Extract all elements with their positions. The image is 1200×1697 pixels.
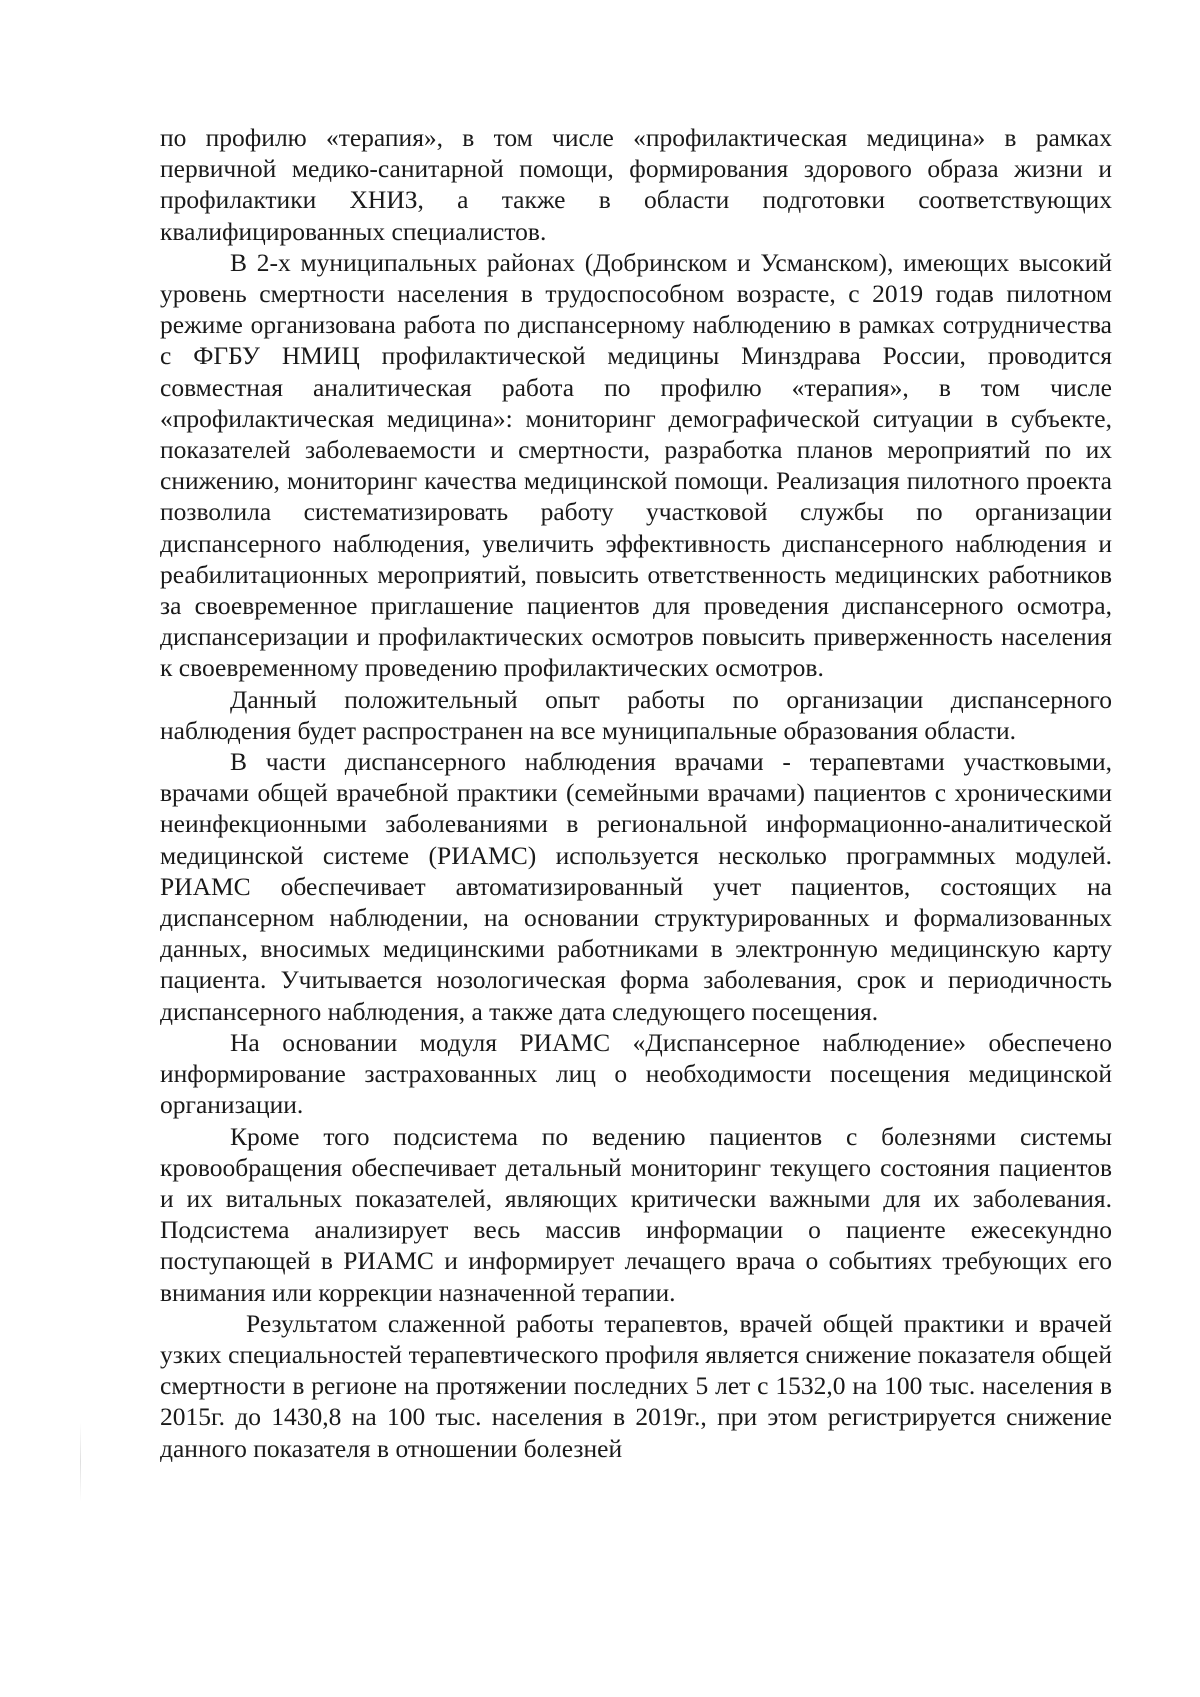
scan-margin-mark <box>80 1422 81 1502</box>
paragraph-subsystem: Кроме того подсистема по ведению пациентов с болезнями системы кровообращения обеспечивает детальный мониторинг текущего состояния пациентов и их витальных показателей, являющих критически важными для их заболевания. Подсистема анализирует весь массив информации о пациенте ежесекундно поступающей в РИАМС и информирует лечащего врача о событиях требующих его внимания или коррекции назначенной терапии. <box>160 1121 1112 1307</box>
document-body <box>160 122 1112 1464</box>
paragraph-results: Результатом слаженной работы терапевтов, врачей общей практики и врачей узких специальностей терапевтического профиля является снижение показателя общей смертности в регионе на протяжении последних 5 лет с 1532,0 на 100 тыс. населения в 2015г. до 1430,8 на 100 тыс. населения в 2019г., при этом регистрируется снижение данного показателя в отношении болезней <box>160 1308 1112 1463</box>
paragraph-positive-experience: Данный положительный опыт работы по организации диспансерного наблюдения будет распространен на все муниципальные образования области. <box>160 684 1112 745</box>
paragraph-pilot-project: В 2-х муниципальных районах (Добринском и Усманском), имеющих высокий уровень смертности населения в трудоспособном возрасте, с 2019 годав пилотном режиме организована работа по диспансерному наблюдению в рамках сотрудничества с ФГБУ НМИЦ профилактической медицины Минздрава России, проводится совместная аналитическая работа по профилю «терапия», в том числе «профилактическая медицина»: мониторинг демографической ситуации в субъекте, показателей заболеваемости и смертности, разработка планов мероприятий по их снижению, мониторинг качества медицинской помощи. Реализация пилотного проекта позволила систематизировать работу участковой службы по организации диспансерного наблюдения, увеличить эффективность диспансерного наблюдения и реабилитационных мероприятий, повысить ответственность медицинских работников за своевременное приглашение пациентов для проведения диспансерного осмотра, диспансеризации и профилактических осмотров повысить приверженность населения к своевременному проведению профилактических осмотров. <box>160 247 1112 683</box>
paragraph-informing: На основании модуля РИАМС «Диспансерное наблюдение» обеспечено информирование застрахованных лиц о необходимости посещения медицинской организации. <box>160 1027 1112 1120</box>
paragraph-riams-modules: В части диспансерного наблюдения врачами - терапевтами участковыми, врачами общей врачебной практики (семейными врачами) пациентов с хроническими неинфекционными заболеваниями в региональной информационно-аналитической медицинской системе (РИАМС) используется несколько программных модулей. РИАМС обеспечивает автоматизированный учет пациентов, состоящих на диспансерном наблюдении, на основании структурированных и формализованных данных, вносимых медицинскими работниками в электронную медицинскую карту пациента. Учитывается нозологическая форма заболевания, срок и периодичность диспансерного наблюдения, а также дата следующего посещения. <box>160 747 1112 1026</box>
paragraph-continuation: по профилю «терапия», в том числе «профилактическая медицина» в рамках первичной медико-санитарной помощи, формирования здорового образа жизни и профилактики ХНИЗ, а также в области подготовки соответствующих квалифицированных специалистов. <box>160 123 1112 246</box>
